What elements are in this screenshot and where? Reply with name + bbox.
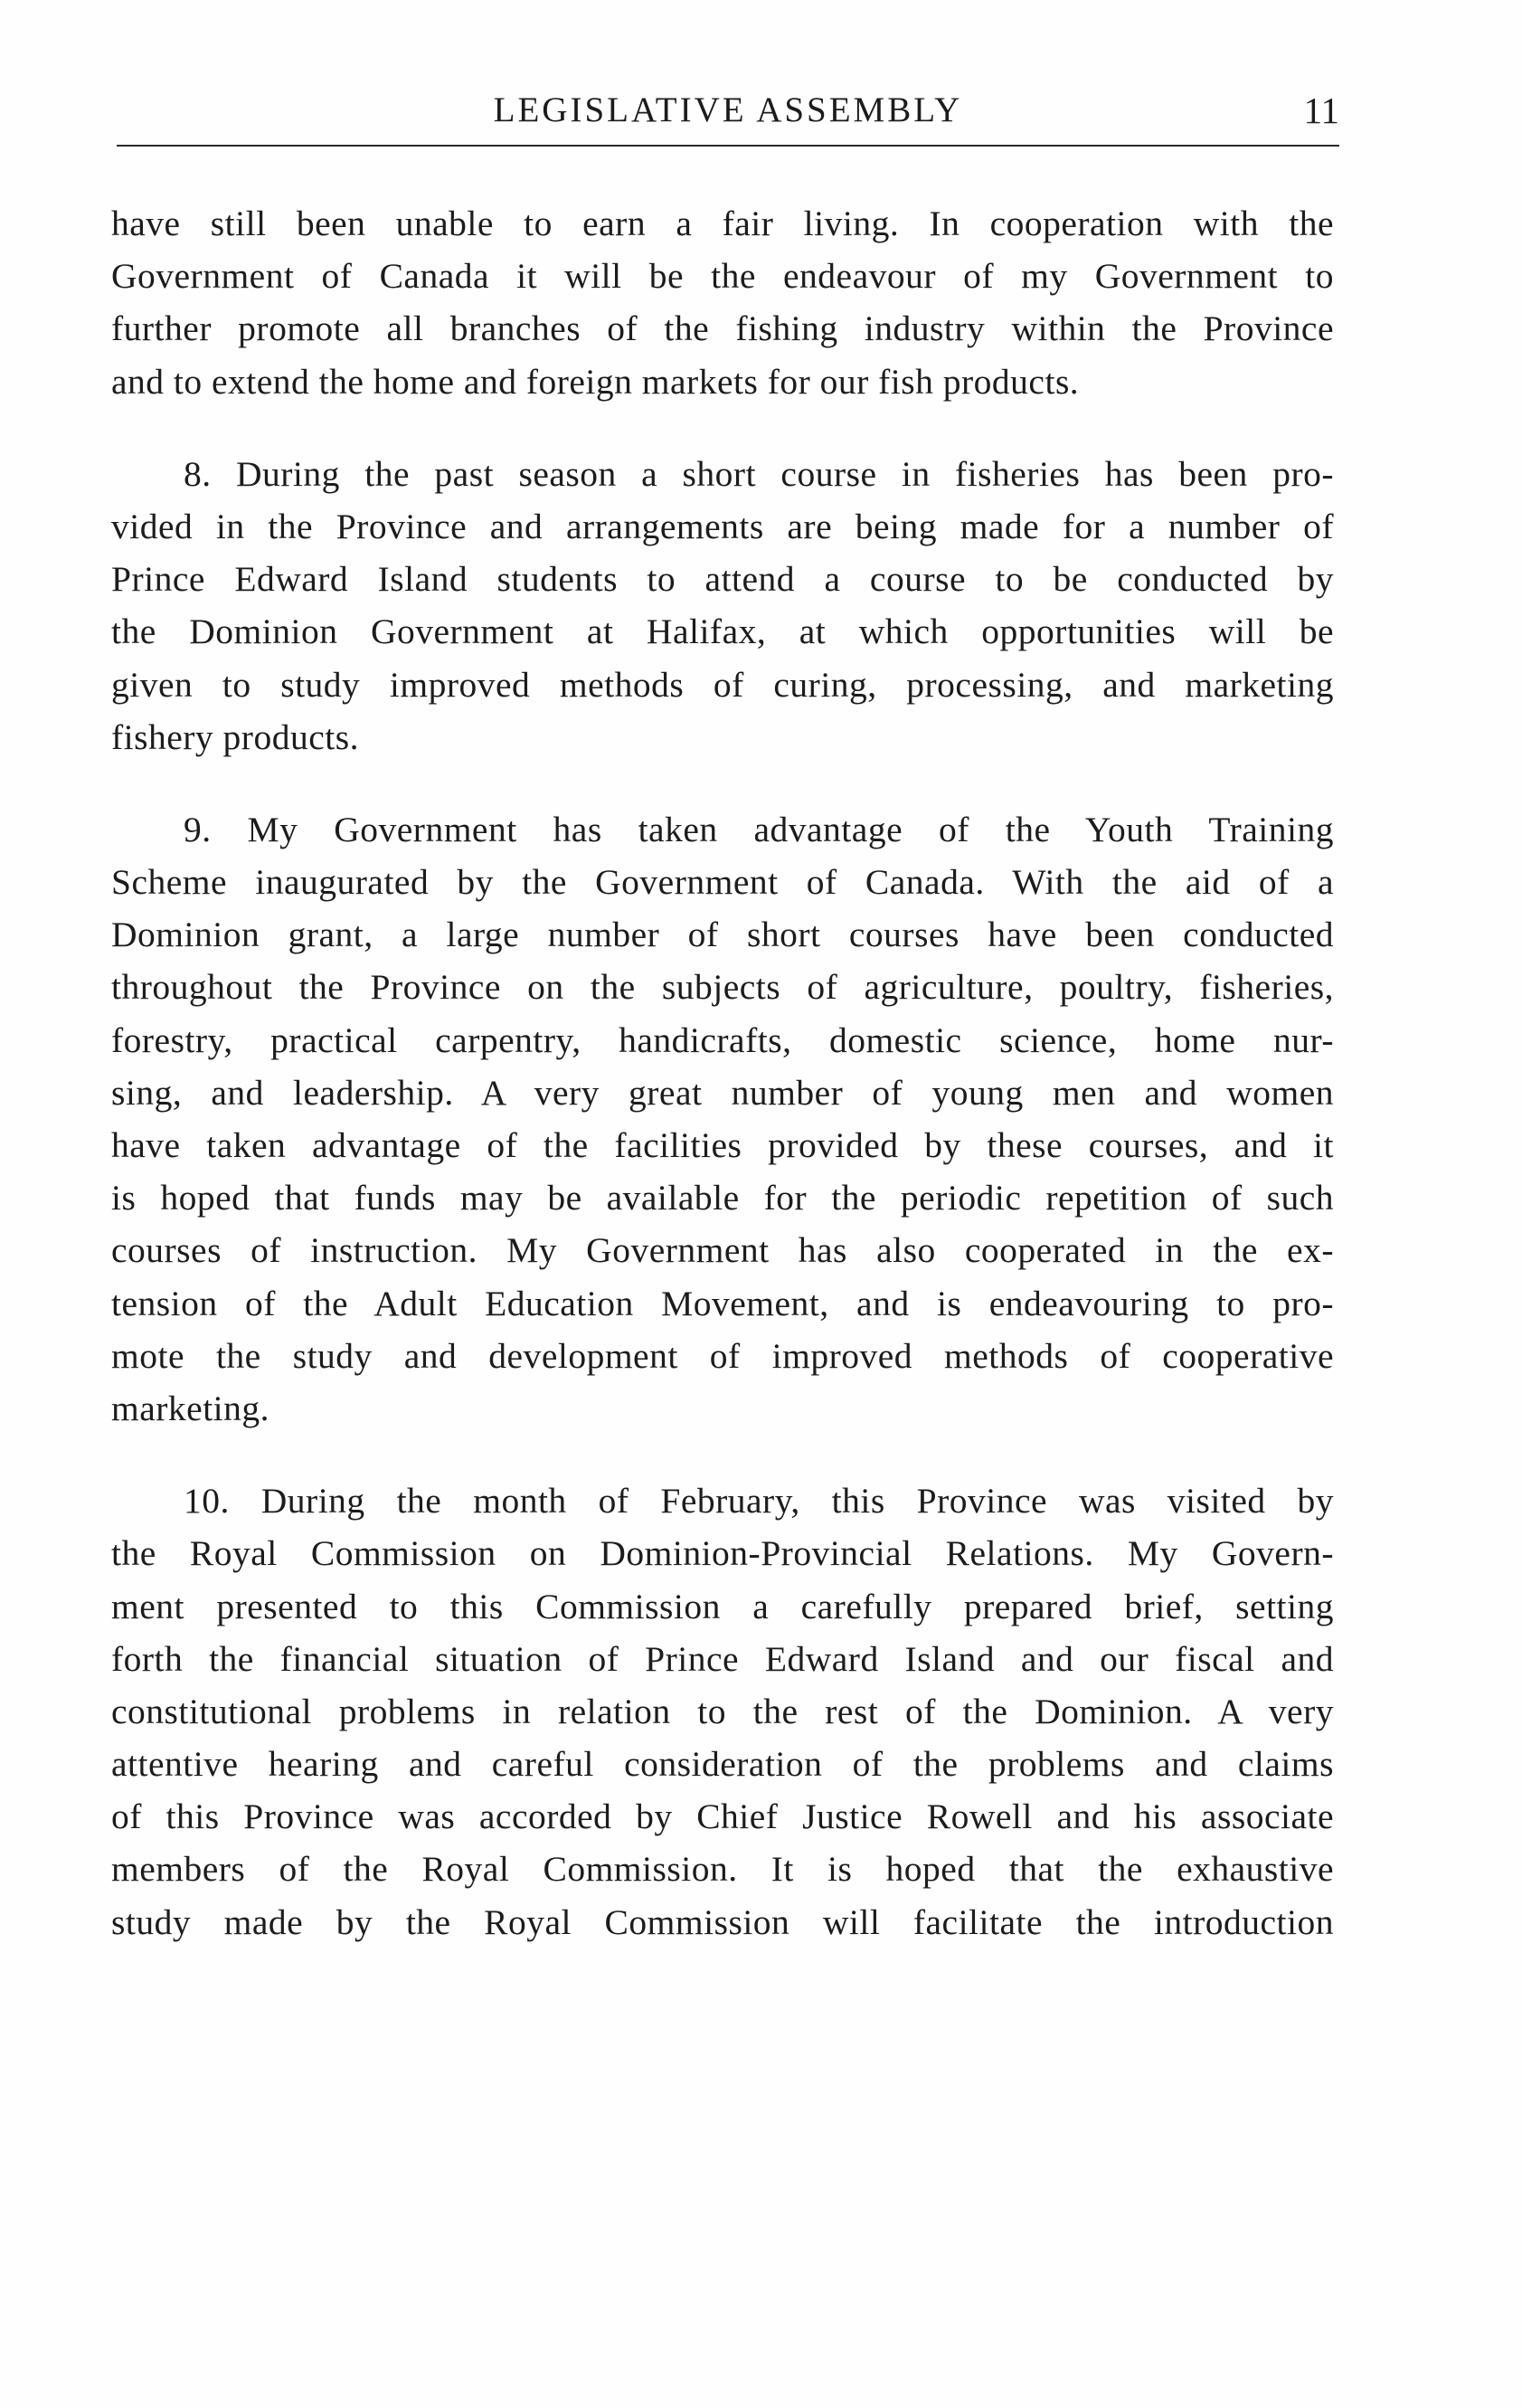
text-line: forth the financial situation of Prince Edward Island and our fiscal and xyxy=(111,1638,1334,1679)
body-text xyxy=(111,197,1334,1988)
text-line: tension of the Adult Education Movement, and is endeavouring to pro- xyxy=(111,1283,1334,1323)
text-line: have taken advantage of the facilities provided by these courses, and it xyxy=(111,1125,1334,1165)
paragraph-9 xyxy=(111,803,1334,1435)
text-line: marketing. xyxy=(111,1388,270,1428)
text-line: 8. During the past season a short course in fisheries has been pro- xyxy=(184,453,1334,494)
text-line: fishery products. xyxy=(111,716,359,757)
paragraph-10 xyxy=(111,1474,1334,1948)
text-line: vided in the Province and arrangements are being made for a number of xyxy=(111,506,1334,546)
running-title: LEGISLATIVE ASSEMBLY xyxy=(493,90,963,129)
text-line: attentive hearing and careful consideration of the problems and claims xyxy=(111,1744,1334,1785)
text-line: Scheme inaugurated by the Government of Canada. With the aid of a xyxy=(111,862,1334,903)
paragraph-8 xyxy=(111,448,1334,763)
text-line: courses of instruction. My Government has also cooperated in the ex- xyxy=(111,1230,1334,1271)
text-line: members of the Royal Commission. It is hoped that the exhaustive xyxy=(111,1849,1334,1890)
text-line: constitutional problems in relation to the rest of the Dominion. A very xyxy=(111,1691,1334,1731)
text-line: is hoped that funds may be available for the periodic repetition of such xyxy=(111,1178,1334,1218)
text-line: forestry, practical carpentry, handicrafts, domestic science, home nur- xyxy=(111,1019,1334,1060)
text-line: Dominion grant, a large number of short courses have been conducted xyxy=(111,915,1334,955)
text-line: and to extend the home and foreign markets for our fish products. xyxy=(111,361,1080,402)
text-line: study made by the Royal Commission will facilitate the introduction xyxy=(111,1901,1334,1942)
text-line: given to study improved methods of curing, processing, and marketing xyxy=(111,664,1334,705)
text-line: Prince Edward Island students to attend a course to be conducted by xyxy=(111,559,1334,600)
text-line: 10. During the month of February, this Province was visited by xyxy=(184,1481,1334,1522)
text-line: of this Province was accorded by Chief Justice Rowell and his associate xyxy=(111,1797,1334,1837)
text-line: mote the study and development of improved methods of cooperative xyxy=(111,1335,1334,1376)
header-rule xyxy=(117,145,1339,147)
paragraph-continuation xyxy=(111,197,1334,408)
text-line: have still been unable to earn a fair living. In cooperation with the xyxy=(111,204,1334,243)
text-line: the Royal Commission on Dominion-Provincial Relations. My Govern- xyxy=(111,1533,1334,1574)
text-line: 9. My Government has taken advantage of the Youth Training xyxy=(184,809,1334,849)
running-header xyxy=(117,83,1339,137)
text-line: further promote all branches of the fishing industry within the Province xyxy=(111,308,1334,349)
text-line: throughout the Province on the subjects of agriculture, poultry, fisheries, xyxy=(111,967,1334,1008)
page-number: 11 xyxy=(1303,90,1339,131)
text-line: Government of Canada it will be the endeavour of my Government to xyxy=(111,256,1334,297)
text-line: sing, and leadership. A very great number of young men and women xyxy=(111,1072,1334,1113)
text-line: ment presented to this Commission a carefully prepared brief, setting xyxy=(111,1586,1334,1626)
text-line: the Dominion Government at Halifax, at which opportunities will be xyxy=(111,611,1334,652)
